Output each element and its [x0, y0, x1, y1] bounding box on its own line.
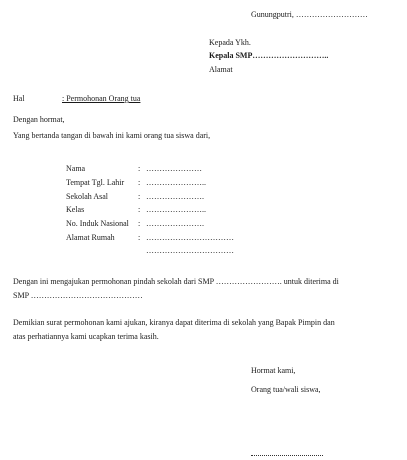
field-value-placeholder: ……………………………	[146, 233, 234, 242]
field-label: Nama	[66, 164, 86, 173]
field-label: Sekolah Asal	[66, 192, 108, 201]
field-label: Kelas	[66, 205, 85, 214]
subject-value: : Permohonan Orang tua	[62, 94, 141, 103]
place-date: Gunungputri, ………………………	[251, 10, 368, 19]
recipient-address: Alamat	[209, 65, 233, 74]
field-label: No. Induk Nasional	[66, 219, 129, 228]
address-extra-line: ……………………………	[146, 246, 234, 255]
field-value-placeholder: …………………..	[146, 178, 206, 187]
field-colon: :	[138, 178, 141, 187]
field-colon: :	[138, 164, 141, 173]
field-label: Tempat Tgl. Lahir	[66, 178, 125, 187]
field-colon: :	[138, 219, 141, 228]
request-line-1: Dengan ini mengajukan permohonan pindah sekolah dari SMP ……………………. untuk diterima di	[13, 277, 339, 286]
signer-role: Orang tua/wali siswa,	[251, 385, 321, 394]
field-colon: :	[138, 233, 141, 242]
recipient-greeting: Kepada Ykh.	[209, 38, 251, 47]
closing-line-1: Demikian surat permohonan kami ajukan, kiranya dapat diterima di sekolah yang Bapak Pimpin dan	[13, 318, 335, 327]
field-value-placeholder: …………………	[146, 164, 202, 173]
subject-label: Hal	[13, 94, 25, 103]
request-line-2: SMP ……………………………………	[13, 291, 143, 300]
field-value-placeholder: …………………..	[146, 205, 206, 214]
field-colon: :	[138, 205, 141, 214]
field-colon: :	[138, 192, 141, 201]
closing-line-2: atas perhatiannya kami ucapkan terima kasih.	[13, 332, 159, 341]
regards: Hormat kami,	[251, 366, 296, 375]
signature-line	[251, 455, 323, 456]
field-value-placeholder: ………………….	[146, 219, 204, 228]
field-label: Alamat Rumah	[66, 233, 115, 242]
greeting: Dengan hormat,	[13, 115, 65, 124]
field-value-placeholder: ………………….	[146, 192, 204, 201]
recipient-title: Kepala SMP………………………..	[209, 51, 329, 60]
intro-paragraph: Yang bertanda tangan di bawah ini kami orang tua siswa dari,	[13, 131, 211, 140]
